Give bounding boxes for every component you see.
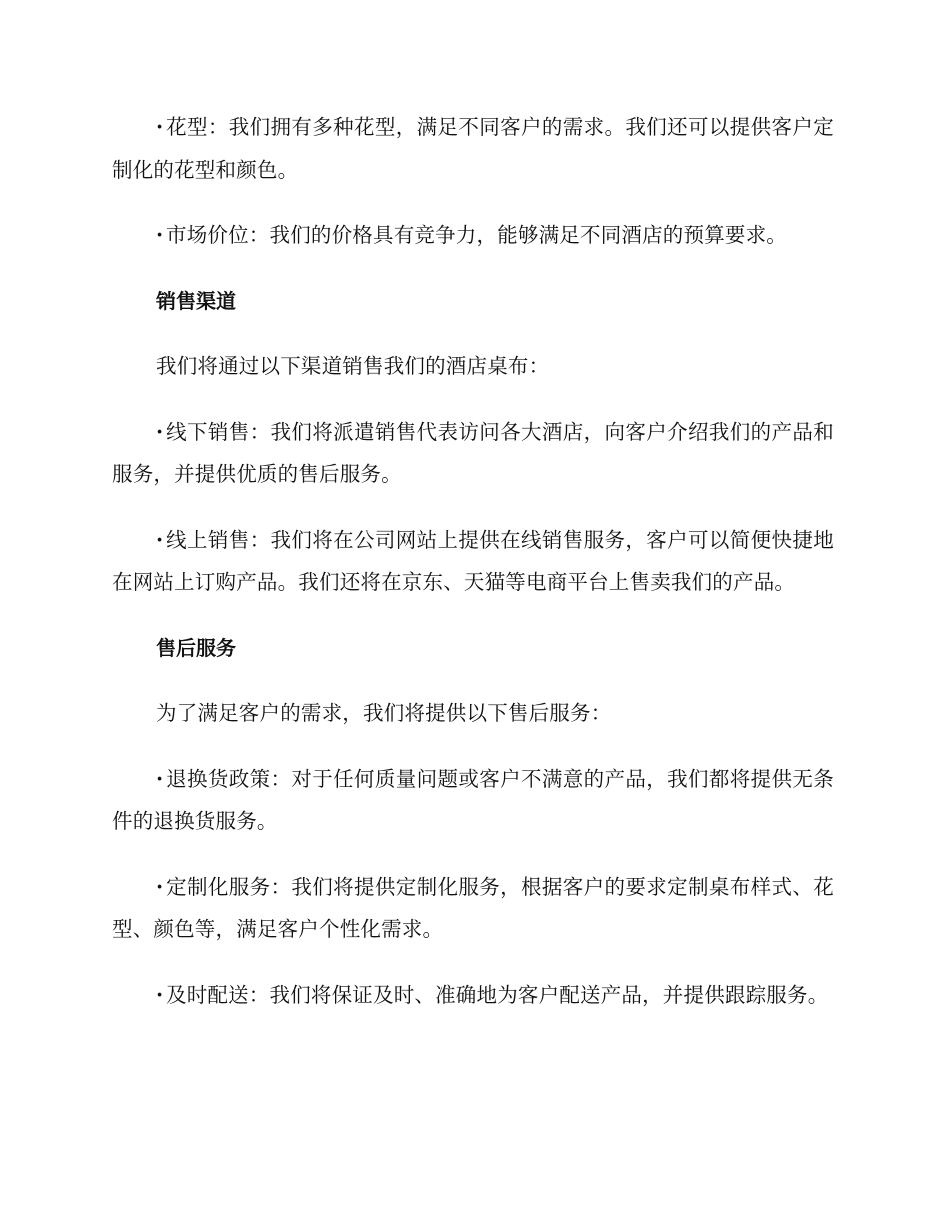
bullet: · xyxy=(156,115,164,139)
bullet: · xyxy=(156,419,164,444)
bullet: · xyxy=(156,982,164,1007)
after-sales-intro: 为了满足客户的需求，我们将提供以下售后服务： xyxy=(156,701,612,725)
list-item-online-sales xyxy=(112,519,834,604)
list-item-price xyxy=(112,214,834,257)
section-heading-sales-channels: 销售渠道 xyxy=(156,288,236,313)
document-page xyxy=(112,106,834,1039)
list-item-text: 花型：我们拥有多种花型，满足不同客户的需求。我们还可以提供客户定制化的花型和颜色。 xyxy=(112,115,834,182)
list-item-return-policy xyxy=(112,758,834,843)
list-item-pattern xyxy=(112,106,834,191)
bullet: · xyxy=(156,874,164,899)
list-item-offline-sales xyxy=(112,411,834,496)
list-item-text: 市场价位：我们的价格具有竞争力，能够满足不同酒店的预算要求。 xyxy=(166,223,787,247)
bullet: · xyxy=(156,527,164,552)
bullet: · xyxy=(156,223,164,247)
section-heading-after-sales: 售后服务 xyxy=(156,635,236,660)
list-item-text: 线下销售：我们将派遣销售代表访问各大酒店，向客户介绍我们的产品和服务，并提供优质的售后服务。 xyxy=(112,419,834,486)
list-item-text: 退换货政策：对于任何质量问题或客户不满意的产品，我们都将提供无条件的退换货服务。 xyxy=(112,766,834,833)
sales-intro: 我们将通过以下渠道销售我们的酒店桌布： xyxy=(156,354,550,378)
bullet: · xyxy=(156,766,164,791)
list-item-customization xyxy=(112,866,834,951)
list-item-delivery xyxy=(112,974,834,1017)
list-item-text: 定制化服务：我们将提供定制化服务，根据客户的要求定制桌布样式、花型、颜色等，满足客户个性化需求。 xyxy=(112,874,834,941)
list-item-text: 及时配送：我们将保证及时、准确地为客户配送产品，并提供跟踪服务。 xyxy=(166,982,829,1007)
list-item-text: 线上销售：我们将在公司网站上提供在线销售服务，客户可以简便快捷地在网站上订购产品。我们还将在京东、天猫等电商平台上售卖我们的产品。 xyxy=(112,527,834,594)
